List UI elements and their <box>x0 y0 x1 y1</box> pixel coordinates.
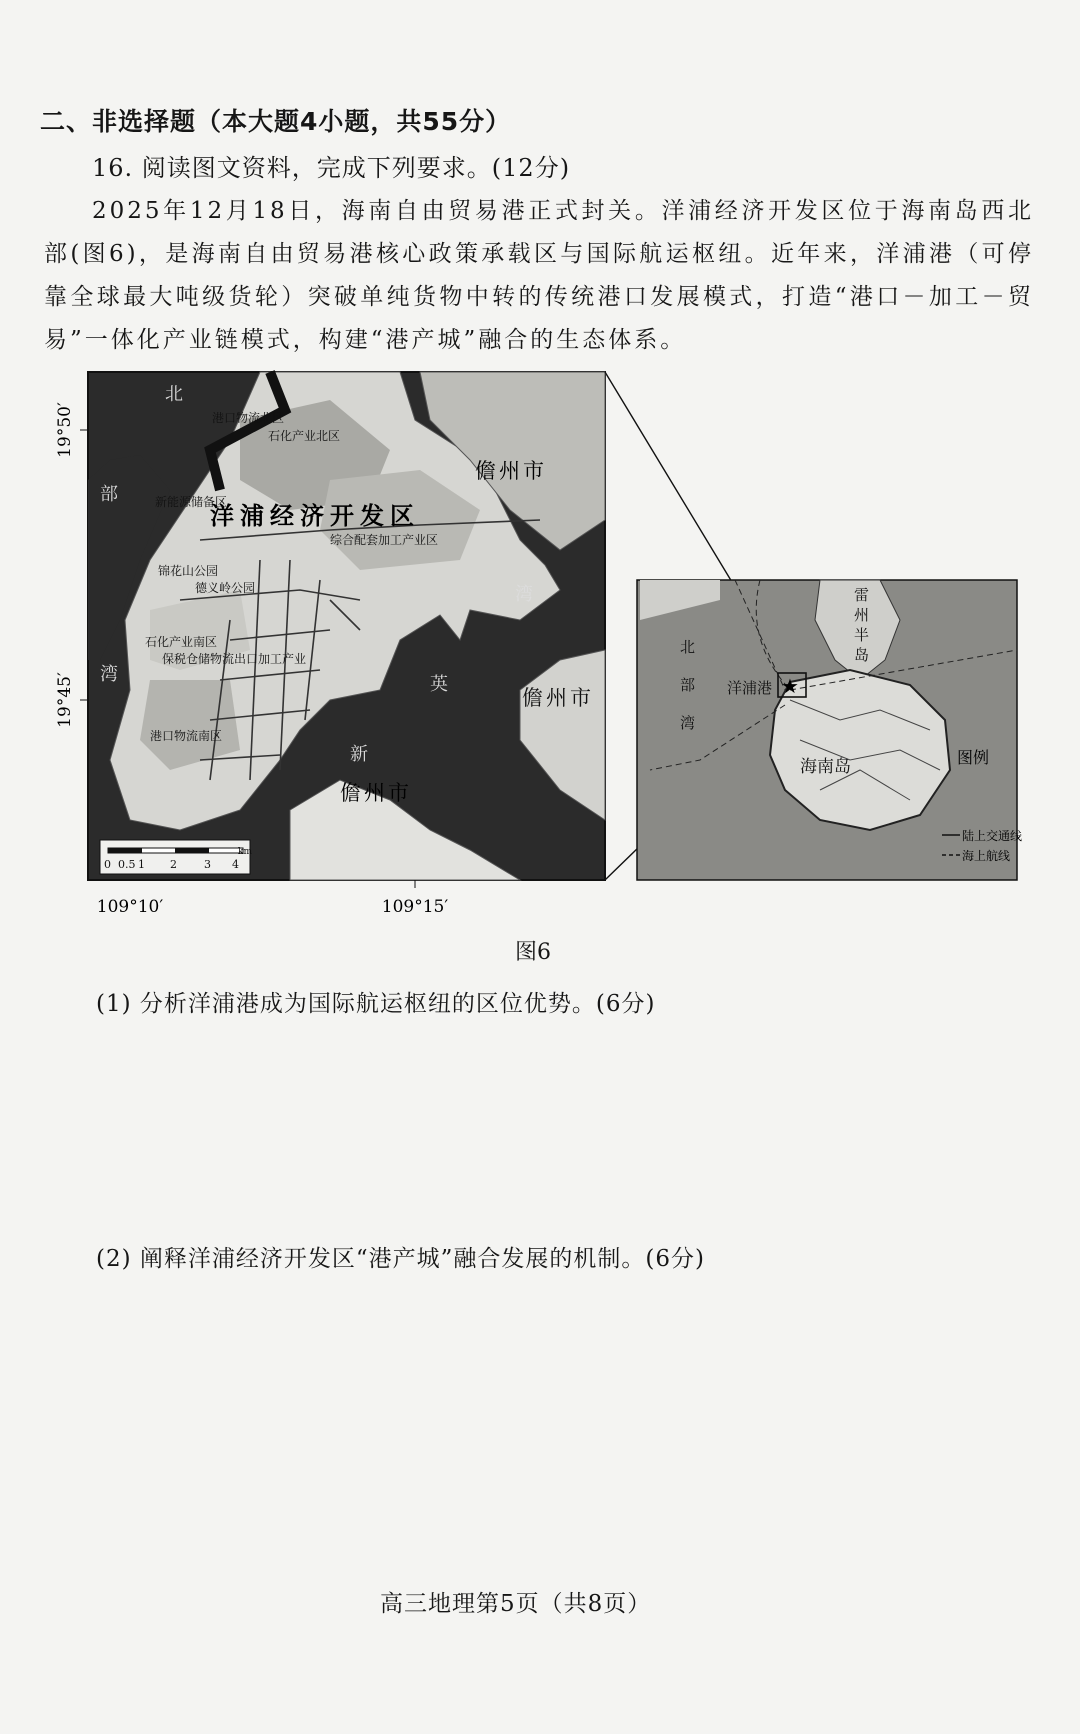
page-footer: 高三地理第5页（共8页） <box>380 1591 652 1617</box>
svg-text:3: 3 <box>204 858 211 871</box>
figure-caption: 图6 <box>515 940 551 965</box>
city-label-2: 儋州市 <box>522 686 594 710</box>
lon-label-1: 109°10′ <box>96 897 164 917</box>
water-label-3: 湾 <box>100 664 118 685</box>
area-label: 新能源储备区 <box>155 495 228 509</box>
svg-text:0: 0 <box>104 858 111 871</box>
inset-map <box>637 580 1022 880</box>
svg-text:km: km <box>238 847 252 857</box>
svg-text:2: 2 <box>170 858 177 871</box>
svg-text:0.5: 0.5 <box>118 858 136 871</box>
inset-label: 湾 <box>680 714 696 732</box>
figure-6 <box>0 360 1080 930</box>
inset-label: 洋浦港 <box>727 679 773 697</box>
water-label-1: 北 <box>165 384 183 405</box>
area-label: 港口物流南区 <box>150 729 223 743</box>
lat-label-1: 19°50′ <box>55 402 75 458</box>
inset-label: 州 <box>854 606 870 624</box>
area-label: 锦花山公园 <box>158 564 219 578</box>
inset-label: 半 <box>854 626 870 644</box>
inset-label: 岛 <box>854 646 870 664</box>
inset-label: 北 <box>680 638 696 656</box>
water-label-6: 湾 <box>515 584 533 605</box>
area-label: 德义岭公园 <box>195 581 256 595</box>
svg-text:1: 1 <box>138 858 145 871</box>
lon-label-2: 109°15′ <box>381 897 449 917</box>
city-label-1: 儋州市 <box>475 459 547 483</box>
sub-question-1: (1) 分析洋浦港成为国际航运枢纽的区位优势。(6分) <box>96 991 656 1017</box>
sub-question-2: (2) 阐释洋浦经济开发区“港产城”融合发展的机制。(6分) <box>96 1246 705 1272</box>
area-label: 石化产业南区 <box>145 635 218 649</box>
zone-title: 洋浦经济开发区 <box>210 501 420 530</box>
map-figure <box>0 360 1080 930</box>
water-label-2: 部 <box>100 484 118 505</box>
inset-label: 海南岛 <box>800 757 851 777</box>
legend-title: 图例 <box>957 748 990 767</box>
inset-label: 部 <box>680 676 696 694</box>
legend-item-sea: 海上航线 <box>962 849 1011 863</box>
legend-item-land: 陆上交通线 <box>962 829 1023 843</box>
city-label-3: 儋州市 <box>340 781 412 805</box>
svg-text:4: 4 <box>232 858 239 871</box>
lat-label-2: 19°45′ <box>55 672 75 728</box>
section-title: 二、非选择题（本大题4小题，共55分） <box>40 107 512 136</box>
area-label: 港口物流北区 <box>212 411 285 425</box>
water-label-5: 英 <box>430 674 448 695</box>
inset-label: 雷 <box>854 586 870 604</box>
star-icon: ★ <box>781 674 799 698</box>
scale-bar <box>100 840 252 874</box>
question-title: 16. 阅读图文资料，完成下列要求。(12分) <box>92 154 571 182</box>
question-paragraph: 2025年12月18日，海南自由贸易港正式封关。洋浦经济开发区位于海南岛西北部(图6)，是海南自由贸易港核心政策承载区与国际航运枢纽。近年来，洋浦港（可停靠全球最大吨级货轮）突破单纯货物中转的传统港口发展模式，打造“港口－加工－贸易”一体化产业链模式，构建“港产城”融合的生态体系。 <box>44 198 1034 353</box>
area-label: 石化产业北区 <box>268 429 341 443</box>
area-label: 综合配套加工产业区 <box>330 533 439 547</box>
area-label: 保税仓储物流出口加工产业 <box>162 652 307 666</box>
water-label-4: 新 <box>350 744 368 765</box>
